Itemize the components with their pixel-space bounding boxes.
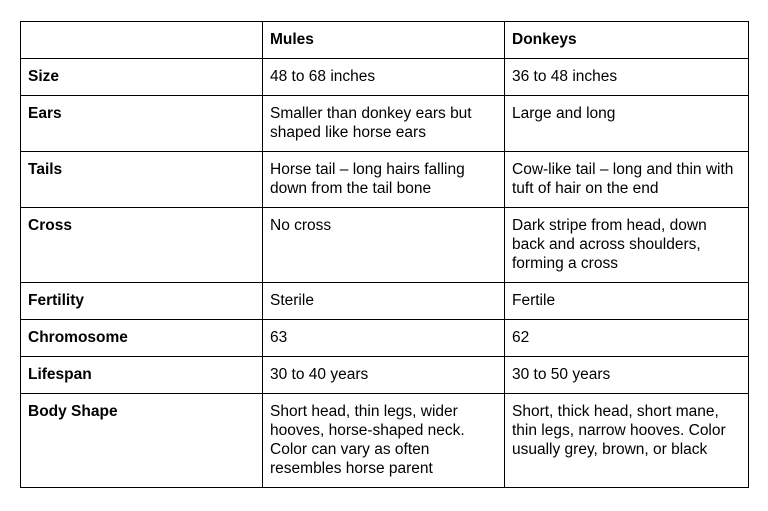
mules-cell: Short head, thin legs, wider hooves, horse-shaped neck. Color can vary as often resembles horse parent bbox=[263, 394, 505, 488]
row-label: Fertility bbox=[21, 283, 263, 320]
table-row bbox=[21, 59, 749, 96]
table-row bbox=[21, 357, 749, 394]
header-cell-donkeys: Donkeys bbox=[505, 22, 749, 59]
row-label: Lifespan bbox=[21, 357, 263, 394]
donkeys-cell: Large and long bbox=[505, 96, 749, 152]
donkeys-cell: 30 to 50 years bbox=[505, 357, 749, 394]
mules-cell: Sterile bbox=[263, 283, 505, 320]
donkeys-cell: Dark stripe from head, down back and across shoulders, forming a cross bbox=[505, 208, 749, 283]
mules-cell: 30 to 40 years bbox=[263, 357, 505, 394]
table-row bbox=[21, 283, 749, 320]
table-row bbox=[21, 394, 749, 488]
row-label: Body Shape bbox=[21, 394, 263, 488]
table-row bbox=[21, 208, 749, 283]
table-row bbox=[21, 152, 749, 208]
table-row bbox=[21, 320, 749, 357]
table-header-row bbox=[21, 22, 749, 59]
row-label: Tails bbox=[21, 152, 263, 208]
row-label: Chromosome bbox=[21, 320, 263, 357]
mules-cell: Smaller than donkey ears but shaped like horse ears bbox=[263, 96, 505, 152]
header-cell-empty bbox=[21, 22, 263, 59]
donkeys-cell: Cow-like tail – long and thin with tuft of hair on the end bbox=[505, 152, 749, 208]
table-row bbox=[21, 96, 749, 152]
row-label: Cross bbox=[21, 208, 263, 283]
mules-cell: Horse tail – long hairs falling down from the tail bone bbox=[263, 152, 505, 208]
mules-cell: 63 bbox=[263, 320, 505, 357]
header-cell-mules: Mules bbox=[263, 22, 505, 59]
comparison-table bbox=[20, 21, 749, 488]
donkeys-cell: Fertile bbox=[505, 283, 749, 320]
donkeys-cell: Short, thick head, short mane, thin legs, narrow hooves. Color usually grey, brown, or black bbox=[505, 394, 749, 488]
donkeys-cell: 62 bbox=[505, 320, 749, 357]
mules-cell: 48 to 68 inches bbox=[263, 59, 505, 96]
row-label: Ears bbox=[21, 96, 263, 152]
row-label: Size bbox=[21, 59, 263, 96]
donkeys-cell: 36 to 48 inches bbox=[505, 59, 749, 96]
mules-cell: No cross bbox=[263, 208, 505, 283]
